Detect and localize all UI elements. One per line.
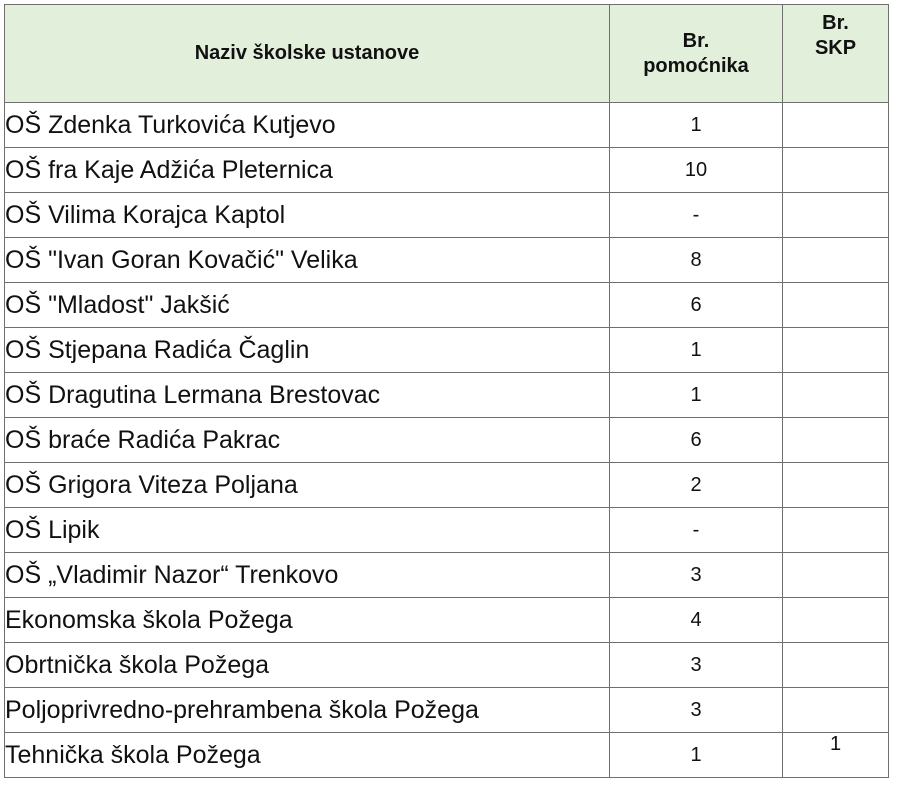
skp-cell	[783, 553, 889, 598]
school-name-cell: OŠ Dragutina Lermana Brestovac	[5, 373, 610, 418]
table-header-row	[5, 5, 889, 103]
school-name-cell: OŠ Zdenka Turkovića Kutjevo	[5, 103, 610, 148]
assistants-cell: 1	[610, 103, 783, 148]
skp-cell	[783, 688, 889, 733]
table-row	[5, 148, 889, 193]
assistants-cell: -	[610, 193, 783, 238]
assistants-cell: 3	[610, 688, 783, 733]
skp-cell	[783, 463, 889, 508]
skp-cell	[783, 238, 889, 283]
header-skp-line2: SKP	[814, 37, 857, 59]
table-row	[5, 103, 889, 148]
header-school-name-label: Naziv školske ustanove	[194, 42, 420, 64]
table-row	[5, 598, 889, 643]
table-row	[5, 688, 889, 733]
skp-cell	[783, 418, 889, 463]
table-row	[5, 328, 889, 373]
school-name-cell: Ekonomska škola Požega	[5, 598, 610, 643]
header-assistants-line1: Br.	[682, 29, 710, 52]
header-assistants-count	[610, 5, 783, 103]
skp-cell	[783, 373, 889, 418]
school-name-cell: OŠ Stjepana Radića Čaglin	[5, 328, 610, 373]
header-skp-line1: Br.	[822, 12, 849, 34]
skp-cell	[783, 508, 889, 553]
table-row	[5, 508, 889, 553]
assistants-cell: 8	[610, 238, 783, 283]
school-name-cell: OŠ "Mladost" Jakšić	[5, 283, 610, 328]
skp-cell	[783, 598, 889, 643]
school-name-cell: OŠ "Ivan Goran Kovačić" Velika	[5, 238, 610, 283]
assistants-cell: 1	[610, 373, 783, 418]
skp-cell	[783, 148, 889, 193]
school-name-cell: OŠ Vilima Korajca Kaptol	[5, 193, 610, 238]
school-name-cell: OŠ „Vladimir Nazor“ Trenkovo	[5, 553, 610, 598]
table-row	[5, 463, 889, 508]
schools-table	[4, 4, 889, 778]
table-row	[5, 733, 889, 778]
table-row	[5, 283, 889, 328]
assistants-cell: -	[610, 508, 783, 553]
school-name-cell: OŠ Grigora Viteza Poljana	[5, 463, 610, 508]
assistants-cell: 3	[610, 553, 783, 598]
school-name-cell: Obrtnička škola Požega	[5, 643, 610, 688]
school-name-cell: Poljoprivredno-prehrambena škola Požega	[5, 688, 610, 733]
assistants-cell: 10	[610, 148, 783, 193]
table-row	[5, 373, 889, 418]
header-school-name	[5, 5, 610, 103]
skp-cell	[783, 103, 889, 148]
assistants-cell: 3	[610, 643, 783, 688]
school-name-cell: Tehnička škola Požega	[5, 733, 610, 778]
skp-cell	[783, 328, 889, 373]
table-row	[5, 193, 889, 238]
assistants-cell: 1	[610, 328, 783, 373]
header-skp-count	[783, 5, 889, 103]
school-name-cell: OŠ fra Kaje Adžića Pleternica	[5, 148, 610, 193]
table-row	[5, 643, 889, 688]
skp-cell: 1	[783, 733, 889, 778]
school-name-cell: OŠ Lipik	[5, 508, 610, 553]
assistants-cell: 6	[610, 418, 783, 463]
assistants-cell: 4	[610, 598, 783, 643]
assistants-cell: 1	[610, 733, 783, 778]
header-assistants-line2: pomoćnika	[643, 54, 749, 77]
school-name-cell: OŠ braće Radića Pakrac	[5, 418, 610, 463]
table-row	[5, 553, 889, 598]
skp-cell	[783, 643, 889, 688]
table-row	[5, 418, 889, 463]
skp-cell	[783, 283, 889, 328]
assistants-cell: 6	[610, 283, 783, 328]
skp-cell	[783, 193, 889, 238]
table-row	[5, 238, 889, 283]
assistants-cell: 2	[610, 463, 783, 508]
